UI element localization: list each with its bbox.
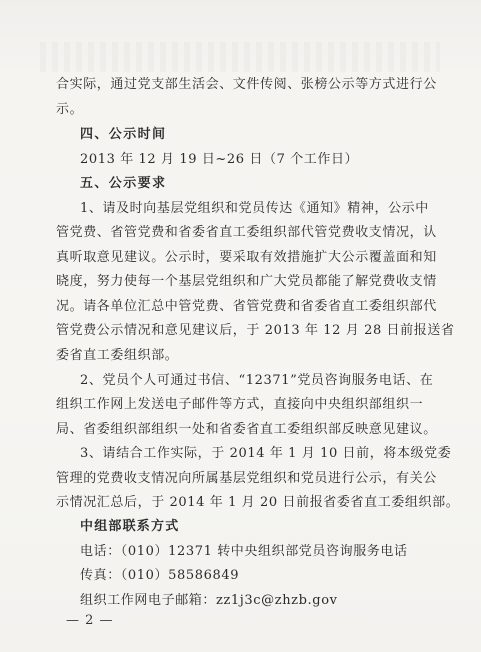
body-text-line: 3、请结合工作实际，于 2014 年 1 月 10 日前，将本级党委 [80,446,452,461]
body-text-line: 况。请各单位汇总中管党费、省管党费和省委省直工委组织部代 [56,299,437,314]
contact-phone: 电话：（010）12371 转中央组织部党员咨询服务电话 [80,544,408,559]
body-text-line: 真听取意见建议。公示时，要采取有效措施扩大公示覆盖面和知 [56,250,437,265]
body-text-line: 示情况汇总后，于 2014 年 1 月 20 日前报省委省直工委组织部。 [56,495,460,510]
body-text-line: 管理的党费收支情况向所属基层党组织和党员进行公示，有关公 [56,471,437,486]
body-text-line: 组织工作网上发送电子邮件等方式，直接向中央组织部组织一 [56,397,424,412]
body-text-line: 局、省委组织部组织一处和省委省直工委组织部反映意见建议。 [56,422,437,437]
contact-email: 组织工作网电子邮箱：zz1j3c@zhzb.gov [80,593,338,608]
body-text-line: 晓度，努力使每一个基层党组织和广大党员都能了解党费收支情 [56,274,437,289]
contact-title: 中组部联系方式 [80,519,180,534]
body-text-line: 示。 [56,102,84,117]
body-text-line: 管党费公示情况和意见建议后，于 2013 年 12 月 28 日前报送省 [56,323,455,338]
body-text-line: 1、请及时向基层党组织和党员传达《通知》精神，公示中 [80,201,429,216]
section-heading: 四、公示时间 [80,127,167,142]
body-text-line: 2、党员个人可通过书信、“12371”党员咨询服务电话、在 [80,373,434,388]
contact-fax: 传真：（010）58586849 [80,568,240,583]
body-text-line: 管党费、省管党费和省委省直工委组织部代管党费收支情况，认 [56,225,437,240]
bleed-through-artifact [40,42,440,72]
body-text-line: 合实际，通过党支部生活会、文件传阅、张榜公示等方式进行公 [56,77,437,92]
page-number: — 2 — [66,613,114,628]
body-text-line: 委省直工委组织部。 [56,348,179,363]
body-text-line: 2013 年 12 月 19 日~26 日（7 个工作日） [80,152,359,167]
section-heading: 五、公示要求 [80,176,167,191]
